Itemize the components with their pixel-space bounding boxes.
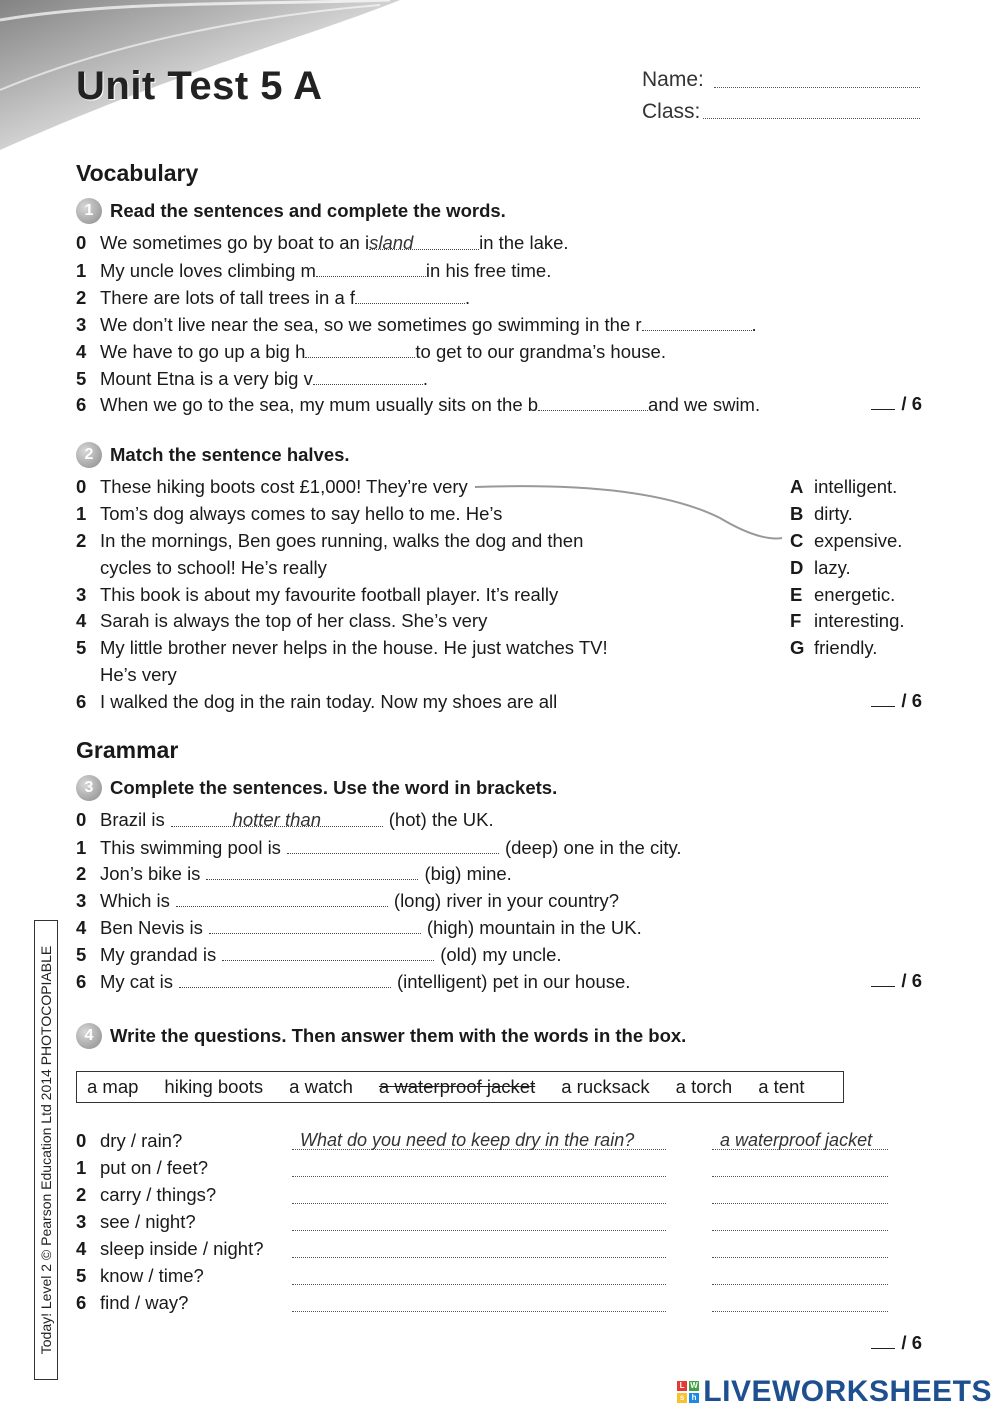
option-letter: B bbox=[790, 503, 804, 524]
item-number: 2 bbox=[76, 287, 87, 308]
answer-field[interactable] bbox=[712, 1265, 888, 1285]
item-text: I walked the dog in the rain today. Now my shoes are all bbox=[100, 691, 558, 712]
item-text: to get to our grandma’s house. bbox=[415, 341, 666, 362]
item-number: 3 bbox=[76, 1211, 87, 1232]
exercise-instruction: Match the sentence halves. bbox=[110, 444, 350, 465]
ex1-item-0 bbox=[76, 231, 569, 255]
ex2-score bbox=[871, 690, 922, 712]
ex1-item-4 bbox=[76, 339, 666, 364]
item-text: There are lots of tall trees in a f bbox=[100, 287, 356, 308]
answer-blank[interactable] bbox=[287, 835, 499, 854]
ex2-item-0 bbox=[76, 475, 468, 499]
match-option-e[interactable] bbox=[790, 583, 895, 607]
score-blank[interactable] bbox=[871, 1332, 895, 1349]
item-text: My little brother never helps in the house. He just watches TV! bbox=[100, 637, 608, 658]
answer-blank[interactable] bbox=[305, 339, 415, 358]
item-number: 1 bbox=[76, 837, 87, 858]
score-total: / 6 bbox=[901, 1332, 922, 1353]
item-text: Ben Nevis is bbox=[100, 917, 203, 938]
item-number: 1 bbox=[76, 1157, 87, 1178]
item-text: He’s very bbox=[100, 664, 177, 685]
item-number: 6 bbox=[76, 394, 87, 415]
match-option-a[interactable] bbox=[790, 475, 897, 499]
ex2-item-5 bbox=[76, 636, 608, 660]
item-text: These hiking boots cost £1,000! They’re very bbox=[100, 476, 468, 497]
copyright-text: Today! Level 2 © Pearson Education Ltd 2014 PHOTOCOPIABLE bbox=[38, 945, 54, 1355]
item-number: 5 bbox=[76, 637, 87, 658]
option-letter: G bbox=[790, 637, 805, 658]
ex4-score bbox=[871, 1332, 922, 1354]
answer-blank[interactable] bbox=[313, 366, 423, 385]
ex3-item-2 bbox=[76, 861, 512, 886]
item-text: Which is bbox=[100, 890, 170, 911]
item-prompt: find / way? bbox=[100, 1292, 189, 1313]
ex4-item-5 bbox=[76, 1264, 204, 1288]
question-field[interactable] bbox=[292, 1157, 666, 1177]
exercise-instruction: Complete the sentences. Use the word in brackets. bbox=[110, 777, 558, 798]
item-text: We don’t live near the sea, so we sometimes go swimming in the r bbox=[100, 314, 642, 335]
match-option-b[interactable] bbox=[790, 502, 853, 526]
item-text: When we go to the sea, my mum usually sits on the b bbox=[100, 394, 539, 415]
item-text: We have to go up a big h bbox=[100, 341, 306, 362]
answer-blank[interactable]: hotter than bbox=[171, 808, 383, 827]
match-option-g[interactable] bbox=[790, 636, 877, 660]
option-letter: A bbox=[790, 476, 804, 497]
ex3-item-0 bbox=[76, 808, 494, 832]
answer-blank[interactable] bbox=[176, 888, 388, 907]
ex3-score bbox=[871, 970, 922, 992]
item-number: 0 bbox=[76, 232, 87, 253]
item-number: 2 bbox=[76, 863, 87, 884]
item-text: Sarah is always the top of her class. She’s very bbox=[100, 610, 488, 631]
item-number: 3 bbox=[76, 584, 87, 605]
ex1-item-3 bbox=[76, 312, 757, 337]
copyright-sidebar bbox=[34, 920, 58, 1380]
ex2-item-2-cont bbox=[76, 556, 327, 580]
exercise-1-heading bbox=[76, 198, 506, 224]
ex1-item-6 bbox=[76, 392, 760, 417]
item-number: 3 bbox=[76, 314, 87, 335]
item-prompt: put on / feet? bbox=[100, 1157, 209, 1178]
question-field[interactable] bbox=[292, 1211, 666, 1231]
answer-blank[interactable] bbox=[538, 392, 648, 411]
option-text: intelligent. bbox=[814, 476, 898, 497]
option-letter: F bbox=[790, 610, 802, 631]
score-blank[interactable] bbox=[871, 393, 895, 410]
item-number: 5 bbox=[76, 368, 87, 389]
exercise-instruction: Read the sentences and complete the words. bbox=[110, 200, 506, 221]
answer-field[interactable] bbox=[712, 1157, 888, 1177]
answer-blank[interactable] bbox=[206, 861, 418, 880]
ex4-item-3 bbox=[76, 1210, 196, 1234]
item-text: (intelligent) pet in our house. bbox=[396, 971, 631, 992]
answer-field[interactable] bbox=[712, 1184, 888, 1204]
exercise-number-badge: 1 bbox=[76, 198, 102, 224]
option-text: friendly. bbox=[814, 637, 878, 658]
item-prompt: dry / rain? bbox=[100, 1130, 183, 1151]
item-number: 4 bbox=[76, 610, 87, 631]
item-text: in the lake. bbox=[479, 232, 569, 253]
liveworksheets-icon: L W s h bbox=[677, 1381, 699, 1403]
item-number: 3 bbox=[76, 890, 87, 911]
ex4-item-0 bbox=[76, 1129, 182, 1153]
answer-field[interactable] bbox=[712, 1211, 888, 1231]
item-text: . bbox=[751, 314, 757, 335]
option-text: dirty. bbox=[814, 503, 853, 524]
answer-blank[interactable] bbox=[179, 969, 391, 988]
ex3-item-4 bbox=[76, 915, 642, 940]
item-text: Mount Etna is a very big v bbox=[100, 368, 313, 389]
item-number: 4 bbox=[76, 341, 87, 362]
exercise-instruction: Write the questions. Then answer them with the words in the box. bbox=[110, 1025, 687, 1046]
item-number: 5 bbox=[76, 1265, 87, 1286]
answer-blank[interactable] bbox=[316, 258, 426, 277]
ex4-item-4 bbox=[76, 1237, 264, 1261]
item-number: 2 bbox=[76, 1184, 87, 1205]
item-text: My cat is bbox=[100, 971, 173, 992]
ex2-item-2 bbox=[76, 529, 583, 553]
question-field[interactable] bbox=[292, 1184, 666, 1204]
option-letter: D bbox=[790, 557, 804, 578]
item-text: In the mornings, Ben goes running, walks the dog and then bbox=[100, 530, 584, 551]
ex1-score bbox=[871, 393, 922, 415]
item-number: 6 bbox=[76, 1292, 87, 1313]
item-text: Jon’s bike is bbox=[100, 863, 201, 884]
item-number: 0 bbox=[76, 809, 87, 830]
word-box bbox=[76, 1071, 844, 1103]
question-field[interactable] bbox=[292, 1238, 666, 1258]
exercise-number-badge: 4 bbox=[76, 1023, 102, 1049]
answer-blank[interactable] bbox=[209, 915, 421, 934]
match-option-c[interactable] bbox=[790, 529, 902, 553]
item-number: 6 bbox=[76, 971, 87, 992]
item-text: . bbox=[422, 368, 428, 389]
box-word: a tent bbox=[758, 1076, 805, 1097]
answer-blank[interactable] bbox=[222, 942, 434, 961]
item-text: Tom’s dog always comes to say hello to me. He’s bbox=[100, 503, 503, 524]
class-field[interactable] bbox=[703, 118, 920, 119]
item-number: 0 bbox=[76, 476, 87, 497]
ex4-item-6 bbox=[76, 1291, 188, 1315]
ex2-item-4 bbox=[76, 609, 487, 633]
item-text: (long) river in your country? bbox=[393, 890, 620, 911]
option-text: energetic. bbox=[814, 584, 896, 605]
answer-field[interactable] bbox=[712, 1292, 888, 1312]
ex3-item-6 bbox=[76, 969, 630, 994]
name-label: Name: bbox=[642, 68, 704, 91]
ex2-item-3 bbox=[76, 583, 558, 607]
exercise-3-heading bbox=[76, 775, 557, 801]
item-text: . bbox=[465, 287, 471, 308]
item-prompt: sleep inside / night? bbox=[100, 1238, 264, 1259]
item-text: and we swim. bbox=[648, 394, 761, 415]
ex2-item-5-cont bbox=[76, 663, 177, 687]
score-total: / 6 bbox=[901, 970, 922, 991]
option-text: lazy. bbox=[814, 557, 851, 578]
item-text: We sometimes go by boat to an i bbox=[100, 232, 370, 253]
name-field[interactable] bbox=[714, 87, 920, 88]
option-letter: C bbox=[790, 530, 804, 551]
ex4-item-1 bbox=[76, 1156, 208, 1180]
exercise-4-heading bbox=[76, 1023, 686, 1049]
class-label: Class: bbox=[642, 100, 701, 123]
answer-blank[interactable] bbox=[642, 312, 752, 331]
match-option-d[interactable] bbox=[790, 556, 851, 580]
item-text: (deep) one in the city. bbox=[504, 837, 682, 858]
box-word: a torch bbox=[675, 1076, 733, 1097]
score-blank[interactable] bbox=[871, 970, 895, 987]
item-number: 4 bbox=[76, 1238, 87, 1259]
item-text: My uncle loves climbing m bbox=[100, 260, 316, 281]
item-number: 2 bbox=[76, 530, 87, 551]
box-word: a map bbox=[87, 1076, 139, 1097]
answer-field[interactable]: a waterproof jacket bbox=[712, 1130, 888, 1150]
ex4-item-2 bbox=[76, 1183, 216, 1207]
ex3-item-3 bbox=[76, 888, 619, 913]
item-number: 6 bbox=[76, 691, 87, 712]
item-text: cycles to school! He’s really bbox=[100, 557, 327, 578]
item-prompt: carry / things? bbox=[100, 1184, 217, 1205]
score-total: / 6 bbox=[901, 393, 922, 414]
vocabulary-heading: Vocabulary bbox=[76, 160, 199, 186]
answer-field[interactable] bbox=[712, 1238, 888, 1258]
item-prompt: know / time? bbox=[100, 1265, 204, 1286]
exercise-2-heading bbox=[76, 442, 350, 468]
ex3-item-5 bbox=[76, 942, 562, 967]
item-text: (old) my uncle. bbox=[440, 944, 562, 965]
item-text: (high) mountain in the UK. bbox=[426, 917, 642, 938]
item-text: This swimming pool is bbox=[100, 837, 281, 858]
box-word-used: a waterproof jacket bbox=[378, 1076, 536, 1097]
question-field[interactable]: What do you need to keep dry in the rain? bbox=[292, 1130, 666, 1150]
item-number: 4 bbox=[76, 917, 87, 938]
answer-blank[interactable]: sland bbox=[369, 231, 479, 250]
score-total: / 6 bbox=[901, 690, 922, 711]
box-word: a watch bbox=[289, 1076, 353, 1097]
answer-blank[interactable] bbox=[355, 285, 465, 304]
item-text: This book is about my favourite football player. It’s really bbox=[100, 584, 559, 605]
item-number: 5 bbox=[76, 944, 87, 965]
item-prompt: see / night? bbox=[100, 1211, 196, 1232]
question-field[interactable] bbox=[292, 1292, 666, 1312]
item-number: 1 bbox=[76, 503, 87, 524]
ex1-item-5 bbox=[76, 366, 428, 391]
grammar-heading: Grammar bbox=[76, 737, 179, 763]
item-text: (big) mine. bbox=[424, 863, 512, 884]
option-text: interesting. bbox=[814, 610, 905, 631]
ex1-item-1 bbox=[76, 258, 551, 283]
match-option-f[interactable] bbox=[790, 609, 905, 633]
option-letter: E bbox=[790, 584, 803, 605]
exercise-number-badge: 3 bbox=[76, 775, 102, 801]
liveworksheets-logo bbox=[677, 1375, 992, 1409]
question-field[interactable] bbox=[292, 1265, 666, 1285]
item-number: 0 bbox=[76, 1130, 87, 1151]
item-text: in his free time. bbox=[425, 260, 552, 281]
ex3-item-1 bbox=[76, 835, 681, 860]
score-blank[interactable] bbox=[871, 690, 895, 707]
item-text: My grandad is bbox=[100, 944, 217, 965]
ex2-item-1 bbox=[76, 502, 502, 526]
item-number: 1 bbox=[76, 260, 87, 281]
exercise-number-badge: 2 bbox=[76, 442, 102, 468]
page-title: Unit Test 5 A bbox=[76, 64, 323, 108]
watermark-text: LIVEWORKSHEETS bbox=[703, 1375, 992, 1408]
box-word: a rucksack bbox=[561, 1076, 650, 1097]
item-text: (hot) the UK. bbox=[388, 809, 494, 830]
ex2-item-6 bbox=[76, 690, 557, 714]
box-word: hiking boots bbox=[164, 1076, 264, 1097]
option-text: expensive. bbox=[814, 530, 903, 551]
item-text: Brazil is bbox=[100, 809, 165, 830]
ex1-item-2 bbox=[76, 285, 470, 310]
